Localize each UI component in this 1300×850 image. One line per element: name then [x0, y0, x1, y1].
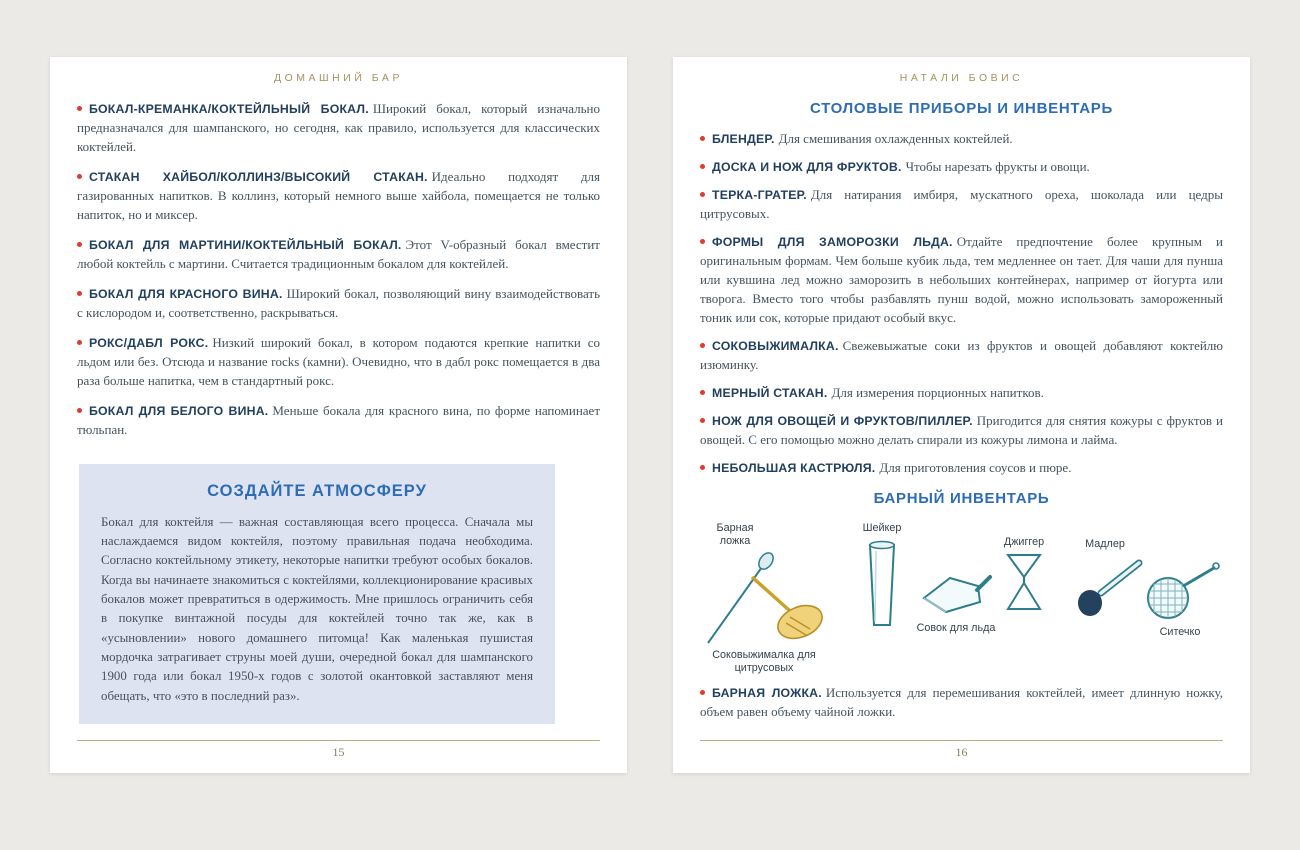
bullet-icon	[77, 106, 82, 111]
item-text: Широкий бокал, который изначально предназначался для шампанского, но сегодня, как правило, используется для классических коктейлей.	[77, 101, 600, 154]
item-term: БОКАЛ-КРЕМАНКА/КОКТЕЙЛЬНЫЙ БОКАЛ.	[89, 102, 369, 116]
bar-spoon-label: Барная ложка	[716, 521, 754, 548]
item-term: БЛЕНДЕР.	[712, 132, 775, 146]
list-item	[77, 285, 600, 323]
citrus-juicer-label: Соковыжималка для цитрусовых	[712, 648, 816, 674]
list-item	[700, 130, 1223, 149]
strainer-icon	[1138, 556, 1222, 624]
bullet-icon	[700, 136, 705, 141]
page-footer	[700, 740, 1223, 760]
item-text: Используется для перемешивания коктейлей, имеет длинную ножку, объем равен объему чайной ложки.	[700, 684, 1224, 719]
shaker-figure	[852, 520, 912, 631]
item-text: Меньше бокала для красного вина, по форме напоминает тюльпан.	[77, 402, 601, 437]
running-header: ДОМАШНИЙ БАР	[274, 72, 403, 84]
item-text: Отдайте предпочтение более крупным и оригинальным формам. Чем больше кубик льда, тем медленнее он тает. Для чаши для пунша или кувшина лед можно заморозить в небольших контейнерах, например от йогурта или творога. Вместо того чтобы разбавлять пунш водой, можно использовать замороженный тоник или сок, которые придают особый вкус.	[700, 233, 1224, 325]
jigger-label: Джиггер	[1003, 535, 1045, 548]
list-item	[77, 402, 600, 440]
page-number: 16	[955, 745, 968, 759]
section-title-tableware: СТОЛОВЫЕ ПРИБОРЫ И ИНВЕНТАРЬ	[810, 100, 1113, 117]
list-item	[700, 158, 1223, 177]
strainer-figure	[1138, 556, 1222, 641]
item-text: Низкий широкий бокал, в котором подаются крепкие напитки со льдом или без. Отсюда и название rocks (камни). Очевидно, что в дабл рокс помещается в два раза больше напитка, чем в стандартный рокс.	[77, 334, 600, 388]
page-number: 15	[332, 745, 345, 759]
list-item	[77, 236, 600, 274]
bullet-icon	[77, 291, 82, 296]
item-term: ТЕРКА-ГРАТЕР.	[712, 187, 807, 202]
item-term: БОКАЛ ДЛЯ МАРТИНИ/КОКТЕЙЛЬНЫЙ БОКАЛ.	[89, 237, 402, 252]
item-text: Этот V-образный бокал вместит любой коктейль с мартини. Считается традиционным бокалом для коктейлей.	[77, 236, 600, 271]
shaker-icon	[854, 537, 910, 631]
shaker-label: Шейкер	[862, 521, 902, 534]
bar-spoon-icon	[700, 551, 830, 647]
footer-rule	[700, 740, 1223, 741]
item-term: НОЖ ДЛЯ ОВОЩЕЙ И ФРУКТОВ/ПИЛЛЕР.	[712, 413, 973, 428]
list-item	[700, 186, 1223, 224]
item-term: БОКАЛ ДЛЯ БЕЛОГО ВИНА.	[89, 403, 269, 418]
list-item	[700, 412, 1223, 450]
item-text: Чтобы нарезать фрукты и овощи.	[905, 158, 1090, 174]
jigger-icon	[1000, 551, 1048, 615]
bullet-icon	[700, 690, 705, 695]
bullet-icon	[700, 418, 705, 423]
list-item	[700, 384, 1223, 403]
footer-rule	[77, 740, 600, 741]
bullet-icon	[700, 465, 705, 470]
item-text: Для измерения порционных напитков.	[831, 384, 1044, 400]
ice-scoop-label: Совок для льда	[916, 621, 996, 634]
right-page	[673, 57, 1250, 773]
page-footer	[77, 740, 600, 760]
ice-scoop-icon	[920, 568, 992, 620]
item-text: Идеально подходят для газированных напитков. В коллинз, который немного выше хайбола, помещается не только напиток, но и миксер.	[77, 168, 600, 222]
list-item	[700, 684, 1223, 722]
bullet-icon	[77, 408, 82, 413]
muddler-figure	[1060, 536, 1150, 619]
list-item	[77, 168, 600, 225]
bar-spoon-and-juicer-figure	[700, 520, 828, 678]
item-term: ДОСКА И НОЖ ДЛЯ ФРУКТОВ.	[712, 159, 902, 174]
item-term: БАРНАЯ ЛОЖКА.	[712, 685, 822, 700]
callout-text: Бокал для коктейля — важная составляющая всего процесса. Сначала мы наслаждаемся видом коктейля, поэтому правильная подача необходима. Согласно коктейльному этикету, некоторые напитки требуют особых бокалов. Когда вы начинаете знакомиться с коктейлями, коллекционирование красивых бокалов может превратиться в одержимость. Мне пришлось ограничить себя в покупке винтажной посуды для коктейлей точно так же, как в «усыновлении» нового домашнего питомца! Как маленькая пушистая мордочка затрагивает струны моей души, очередной бокал для шампанского 1900 года или бокал 1950-х годов с золотой окантовкой заставляют меня обещать, что «это в последний раз».	[101, 514, 533, 703]
item-term: РОКС/ДАБЛ РОКС.	[89, 335, 209, 350]
callout-title: СОЗДАЙТЕ АТМОСФЕРУ	[207, 481, 427, 500]
bullet-icon	[77, 340, 82, 345]
running-header: НАТАЛИ БОВИС	[899, 72, 1024, 84]
bullet-icon	[77, 242, 82, 247]
muddler-icon	[1063, 553, 1147, 619]
list-item	[77, 334, 600, 391]
item-text: Свежевыжатые соки из фруктов и овощей добавляют коктейлю изюминку.	[700, 337, 1223, 372]
list-item	[77, 100, 600, 157]
bullet-icon	[77, 174, 82, 179]
item-text: Для натирания имбиря, мускатного ореха, шоколада или цедры цитрусовых.	[700, 186, 1223, 221]
bullet-icon	[700, 343, 705, 348]
item-text: Для смешивания охлажденных коктейлей.	[778, 131, 1013, 146]
item-term: СТАКАН ХАЙБОЛ/КОЛЛИНЗ/ВЫСОКИЙ СТАКАН.	[89, 169, 428, 184]
item-text: Пригодится для снятия кожуры с фруктов и овощей. С его помощью можно делать спирали из кожуры лимона и лайма.	[700, 412, 1223, 447]
bullet-icon	[700, 239, 705, 244]
muddler-label: Мадлер	[1085, 537, 1125, 550]
ice-scoop-figure	[916, 568, 996, 637]
item-term: НЕБОЛЬШАЯ КАСТРЮЛЯ.	[712, 460, 876, 475]
item-text: Для приготовления соусов и пюре.	[879, 459, 1072, 475]
list-item	[700, 459, 1223, 478]
bullet-icon	[700, 390, 705, 395]
list-item	[700, 337, 1223, 375]
atmosphere-callout-box	[79, 464, 555, 725]
jigger-figure	[996, 534, 1052, 615]
item-text: Широкий бокал, позволяющий вину взаимодействовать с кислородом и, соответственно, раскрываться.	[77, 285, 600, 320]
item-term: БОКАЛ ДЛЯ КРАСНОГО ВИНА.	[89, 286, 283, 301]
item-term: СОКОВЫЖИМАЛКА.	[712, 338, 839, 353]
item-term: МЕРНЫЙ СТАКАН.	[712, 385, 828, 400]
list-item	[700, 233, 1223, 328]
left-page	[50, 57, 627, 773]
strainer-label: Ситечко	[1159, 625, 1201, 638]
bullet-icon	[700, 192, 705, 197]
bullet-icon	[700, 164, 705, 169]
section-title-bar-inventory: БАРНЫЙ ИНВЕНТАРЬ	[873, 489, 1050, 507]
bar-tools-illustration	[700, 520, 1223, 680]
item-term: ФОРМЫ ДЛЯ ЗАМОРОЗКИ ЛЬДА.	[712, 234, 953, 249]
